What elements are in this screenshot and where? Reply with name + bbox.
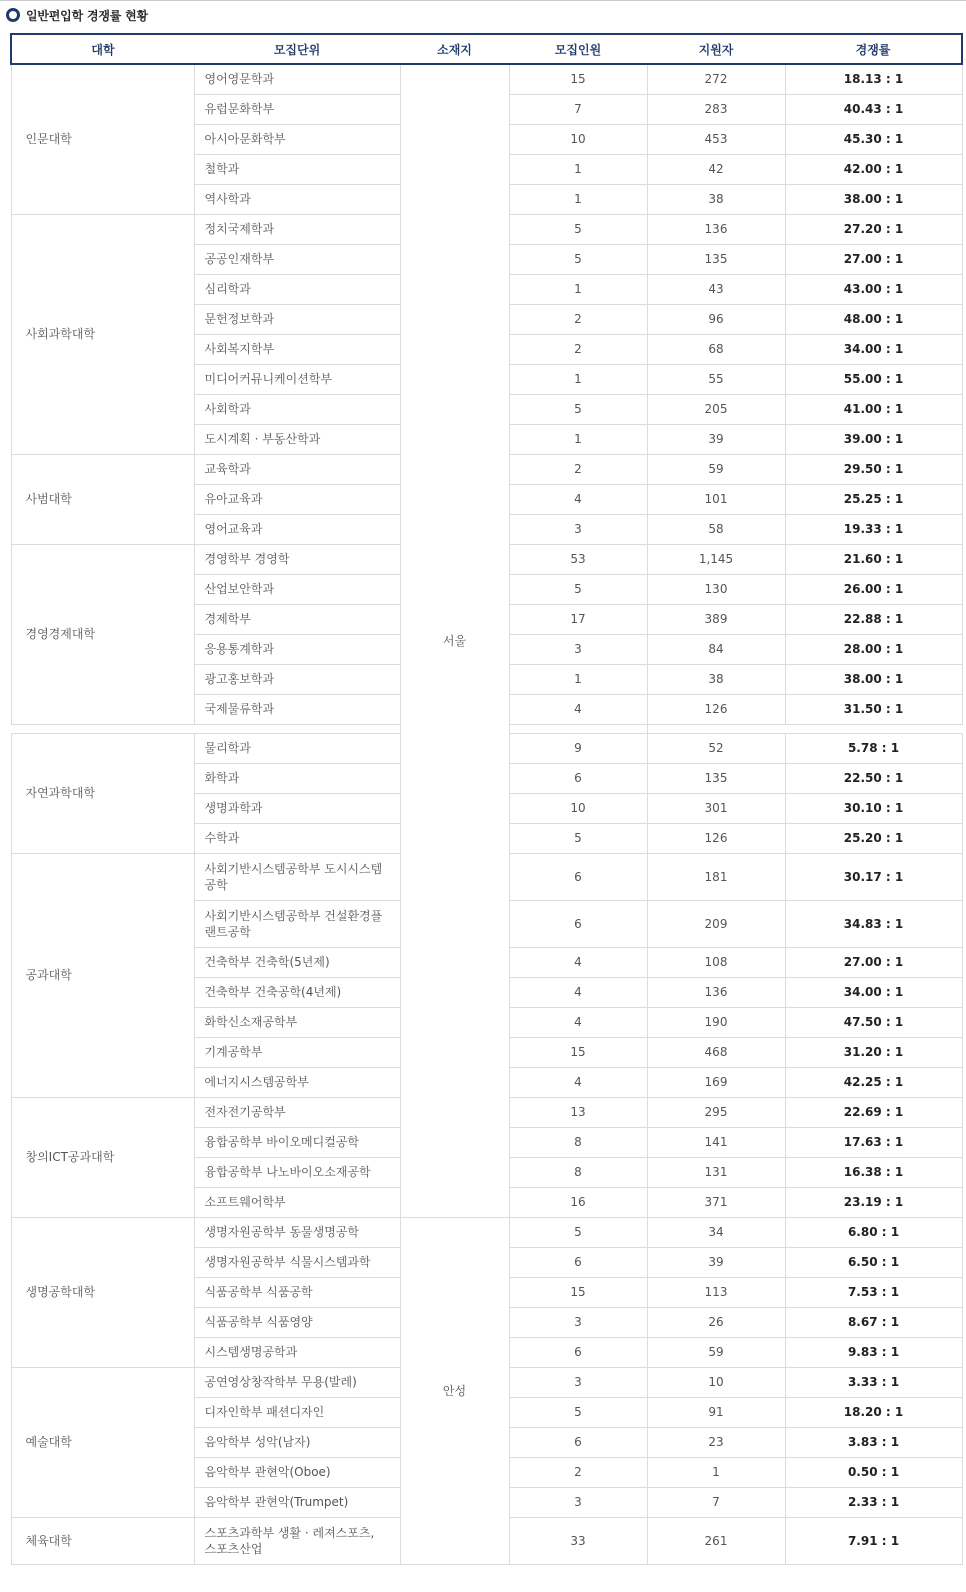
department-cell: 도시계획 · 부동산학과 [194, 424, 400, 454]
rate-cell: 30.17 : 1 [785, 853, 962, 900]
rate-cell: 8.67 : 1 [785, 1307, 962, 1337]
department-cell: 건축학부 건축공학(4년제) [194, 977, 400, 1007]
quota-cell: 6 [509, 1247, 647, 1277]
quota-cell: 13 [509, 1097, 647, 1127]
spacer-cell [11, 724, 400, 733]
quota-cell: 4 [509, 694, 647, 724]
department-cell: 화학신소재공학부 [194, 1007, 400, 1037]
applicants-cell: 26 [647, 1307, 785, 1337]
department-cell: 음악학부 관현악(Oboe) [194, 1457, 400, 1487]
rate-cell: 26.00 : 1 [785, 574, 962, 604]
college-cell: 생명공학대학 [11, 1217, 194, 1367]
department-cell: 화학과 [194, 763, 400, 793]
department-cell: 소프트웨어학부 [194, 1187, 400, 1217]
rate-cell: 27.20 : 1 [785, 214, 962, 244]
rate-cell: 38.00 : 1 [785, 664, 962, 694]
applicants-cell: 301 [647, 793, 785, 823]
rate-cell: 6.50 : 1 [785, 1247, 962, 1277]
department-cell: 유아교육과 [194, 484, 400, 514]
quota-cell: 10 [509, 124, 647, 154]
applicants-cell: 283 [647, 94, 785, 124]
department-cell: 전자전기공학부 [194, 1097, 400, 1127]
applicants-cell: 68 [647, 334, 785, 364]
table-header-row [11, 34, 962, 64]
department-cell: 음악학부 성악(남자) [194, 1427, 400, 1457]
department-cell: 영어영문학과 [194, 64, 400, 94]
applicants-cell: 135 [647, 763, 785, 793]
quota-cell: 4 [509, 1007, 647, 1037]
rate-cell: 0.50 : 1 [785, 1457, 962, 1487]
applicants-cell: 58 [647, 514, 785, 544]
department-cell: 경영학부 경영학 [194, 544, 400, 574]
rate-cell: 39.00 : 1 [785, 424, 962, 454]
rate-cell: 22.88 : 1 [785, 604, 962, 634]
quota-cell: 5 [509, 574, 647, 604]
applicants-cell: 39 [647, 1247, 785, 1277]
department-cell: 유럽문화학부 [194, 94, 400, 124]
rate-cell: 42.25 : 1 [785, 1067, 962, 1097]
header-quota: 모집인원 [509, 34, 647, 64]
department-cell: 디자인학부 패션디자인 [194, 1397, 400, 1427]
rate-cell: 27.00 : 1 [785, 244, 962, 274]
department-cell: 기계공학부 [194, 1037, 400, 1067]
department-cell: 사회기반시스템공학부 도시시스템공학 [194, 853, 400, 900]
applicants-cell: 10 [647, 1367, 785, 1397]
applicants-cell: 135 [647, 244, 785, 274]
section-title [6, 6, 148, 24]
department-cell: 수학과 [194, 823, 400, 853]
rate-cell: 27.00 : 1 [785, 947, 962, 977]
rate-cell: 22.50 : 1 [785, 763, 962, 793]
rate-cell: 25.25 : 1 [785, 484, 962, 514]
college-cell: 사회과학대학 [11, 214, 194, 454]
applicants-cell: 181 [647, 853, 785, 900]
department-cell: 생명과학과 [194, 793, 400, 823]
quota-cell: 53 [509, 544, 647, 574]
department-cell: 교육학과 [194, 454, 400, 484]
applicants-cell: 131 [647, 1157, 785, 1187]
applicants-cell: 453 [647, 124, 785, 154]
rate-cell: 21.60 : 1 [785, 544, 962, 574]
quota-cell: 2 [509, 1457, 647, 1487]
quota-cell: 6 [509, 900, 647, 947]
rate-cell: 34.83 : 1 [785, 900, 962, 947]
rate-cell: 7.53 : 1 [785, 1277, 962, 1307]
rate-cell: 28.00 : 1 [785, 634, 962, 664]
college-cell: 사범대학 [11, 454, 194, 544]
department-cell: 아시아문화학부 [194, 124, 400, 154]
applicants-cell: 1 [647, 1457, 785, 1487]
department-cell: 공연영상창작학부 무용(발레) [194, 1367, 400, 1397]
table-row [11, 1217, 962, 1247]
rate-cell: 5.78 : 1 [785, 733, 962, 763]
circle-bullet-icon [6, 8, 20, 22]
applicants-cell: 39 [647, 424, 785, 454]
quota-cell: 33 [509, 1517, 647, 1564]
quota-cell: 6 [509, 853, 647, 900]
rate-cell: 29.50 : 1 [785, 454, 962, 484]
quota-cell: 3 [509, 514, 647, 544]
applicants-cell: 23 [647, 1427, 785, 1457]
spacer-cell [647, 724, 962, 733]
rate-cell: 18.13 : 1 [785, 64, 962, 94]
rate-cell: 43.00 : 1 [785, 274, 962, 304]
quota-cell: 5 [509, 1217, 647, 1247]
department-cell: 물리학과 [194, 733, 400, 763]
department-cell: 시스템생명공학과 [194, 1337, 400, 1367]
quota-cell: 5 [509, 823, 647, 853]
applicants-cell: 84 [647, 634, 785, 664]
top-divider [0, 0, 966, 1]
quota-cell: 15 [509, 64, 647, 94]
department-cell: 철학과 [194, 154, 400, 184]
applicants-cell: 141 [647, 1127, 785, 1157]
college-cell: 창의ICT공과대학 [11, 1097, 194, 1217]
applicants-cell: 389 [647, 604, 785, 634]
applicants-cell: 1,145 [647, 544, 785, 574]
applicants-cell: 59 [647, 1337, 785, 1367]
quota-cell: 2 [509, 454, 647, 484]
rate-cell: 34.00 : 1 [785, 977, 962, 1007]
quota-cell: 8 [509, 1127, 647, 1157]
applicants-cell: 55 [647, 364, 785, 394]
department-cell: 역사학과 [194, 184, 400, 214]
rate-cell: 34.00 : 1 [785, 334, 962, 364]
department-cell: 문헌정보학과 [194, 304, 400, 334]
applicants-cell: 371 [647, 1187, 785, 1217]
rate-cell: 6.80 : 1 [785, 1217, 962, 1247]
applicants-cell: 272 [647, 64, 785, 94]
quota-cell: 1 [509, 424, 647, 454]
quota-cell: 6 [509, 763, 647, 793]
rate-cell: 9.83 : 1 [785, 1337, 962, 1367]
department-cell: 미디어커뮤니케이션학부 [194, 364, 400, 394]
header-applicants: 지원자 [647, 34, 785, 64]
spacer-cell [509, 724, 647, 733]
applicants-cell: 101 [647, 484, 785, 514]
rate-cell: 3.33 : 1 [785, 1367, 962, 1397]
rate-cell: 22.69 : 1 [785, 1097, 962, 1127]
quota-cell: 1 [509, 364, 647, 394]
quota-cell: 4 [509, 947, 647, 977]
rate-cell: 18.20 : 1 [785, 1397, 962, 1427]
applicants-cell: 38 [647, 184, 785, 214]
location-cell: 서울 [400, 64, 509, 1217]
quota-cell: 2 [509, 304, 647, 334]
quota-cell: 8 [509, 1157, 647, 1187]
rate-cell: 31.50 : 1 [785, 694, 962, 724]
department-cell: 건축학부 건축학(5년제) [194, 947, 400, 977]
college-cell: 공과대학 [11, 853, 194, 1097]
applicants-cell: 130 [647, 574, 785, 604]
rate-cell: 3.83 : 1 [785, 1427, 962, 1457]
quota-cell: 7 [509, 94, 647, 124]
applicants-cell: 295 [647, 1097, 785, 1127]
applicants-cell: 468 [647, 1037, 785, 1067]
applicants-cell: 34 [647, 1217, 785, 1247]
table-row [11, 64, 962, 94]
rate-cell: 40.43 : 1 [785, 94, 962, 124]
department-cell: 식품공학부 식품공학 [194, 1277, 400, 1307]
applicants-cell: 136 [647, 214, 785, 244]
applicants-cell: 52 [647, 733, 785, 763]
department-cell: 사회기반시스템공학부 건설환경플랜트공학 [194, 900, 400, 947]
department-cell: 식품공학부 식품영양 [194, 1307, 400, 1337]
location-cell: 안성 [400, 1217, 509, 1564]
department-cell: 사회복지학부 [194, 334, 400, 364]
college-cell: 경영경제대학 [11, 544, 194, 724]
competition-rate-table [10, 33, 961, 1565]
rate-cell: 45.30 : 1 [785, 124, 962, 154]
quota-cell: 3 [509, 1367, 647, 1397]
college-cell: 예술대학 [11, 1367, 194, 1517]
applicants-cell: 59 [647, 454, 785, 484]
department-cell: 음악학부 관현악(Trumpet) [194, 1487, 400, 1517]
rate-cell: 19.33 : 1 [785, 514, 962, 544]
rate-cell: 48.00 : 1 [785, 304, 962, 334]
quota-cell: 3 [509, 1487, 647, 1517]
rate-cell: 47.50 : 1 [785, 1007, 962, 1037]
applicants-cell: 209 [647, 900, 785, 947]
applicants-cell: 261 [647, 1517, 785, 1564]
applicants-cell: 7 [647, 1487, 785, 1517]
college-cell: 체육대학 [11, 1517, 194, 1564]
college-cell: 인문대학 [11, 64, 194, 214]
applicants-cell: 126 [647, 823, 785, 853]
rate-cell: 2.33 : 1 [785, 1487, 962, 1517]
department-cell: 국제물류학과 [194, 694, 400, 724]
applicants-cell: 169 [647, 1067, 785, 1097]
department-cell: 정치국제학과 [194, 214, 400, 244]
rate-cell: 16.38 : 1 [785, 1157, 962, 1187]
header-college: 대학 [11, 34, 194, 64]
quota-cell: 5 [509, 214, 647, 244]
header-location: 소재지 [400, 34, 509, 64]
department-cell: 생명자원공학부 식물시스템과학 [194, 1247, 400, 1277]
rate-cell: 17.63 : 1 [785, 1127, 962, 1157]
department-cell: 산업보안학과 [194, 574, 400, 604]
quota-cell: 1 [509, 154, 647, 184]
rate-cell: 7.91 : 1 [785, 1517, 962, 1564]
department-cell: 공공인재학부 [194, 244, 400, 274]
department-cell: 심리학과 [194, 274, 400, 304]
applicants-cell: 91 [647, 1397, 785, 1427]
quota-cell: 5 [509, 394, 647, 424]
quota-cell: 10 [509, 793, 647, 823]
quota-cell: 3 [509, 634, 647, 664]
applicants-cell: 113 [647, 1277, 785, 1307]
quota-cell: 2 [509, 334, 647, 364]
department-cell: 스포츠과학부 생활 · 레져스포츠, 스포츠산업 [194, 1517, 400, 1564]
department-cell: 사회학과 [194, 394, 400, 424]
quota-cell: 1 [509, 274, 647, 304]
applicants-cell: 96 [647, 304, 785, 334]
applicants-cell: 42 [647, 154, 785, 184]
quota-cell: 16 [509, 1187, 647, 1217]
quota-cell: 5 [509, 244, 647, 274]
rate-cell: 41.00 : 1 [785, 394, 962, 424]
quota-cell: 3 [509, 1307, 647, 1337]
quota-cell: 6 [509, 1337, 647, 1367]
department-cell: 에너지시스템공학부 [194, 1067, 400, 1097]
department-cell: 경제학부 [194, 604, 400, 634]
department-cell: 응용통계학과 [194, 634, 400, 664]
college-cell: 자연과학대학 [11, 733, 194, 853]
page-title: 일반편입학 경쟁률 현황 [26, 8, 148, 23]
rate-cell: 55.00 : 1 [785, 364, 962, 394]
department-cell: 생명자원공학부 동물생명공학 [194, 1217, 400, 1247]
department-cell: 영어교육과 [194, 514, 400, 544]
rate-cell: 42.00 : 1 [785, 154, 962, 184]
quota-cell: 9 [509, 733, 647, 763]
quota-cell: 1 [509, 184, 647, 214]
department-cell: 융합공학부 바이오메디컬공학 [194, 1127, 400, 1157]
applicants-cell: 136 [647, 977, 785, 1007]
rate-cell: 25.20 : 1 [785, 823, 962, 853]
department-cell: 광고홍보학과 [194, 664, 400, 694]
rate-cell: 23.19 : 1 [785, 1187, 962, 1217]
quota-cell: 4 [509, 1067, 647, 1097]
quota-cell: 4 [509, 484, 647, 514]
rate-cell: 31.20 : 1 [785, 1037, 962, 1067]
table-body [11, 64, 962, 1564]
rate-cell: 38.00 : 1 [785, 184, 962, 214]
quota-cell: 17 [509, 604, 647, 634]
header-department: 모집단위 [194, 34, 400, 64]
header-rate: 경쟁률 [785, 34, 962, 64]
quota-cell: 4 [509, 977, 647, 1007]
rate-cell: 30.10 : 1 [785, 793, 962, 823]
quota-cell: 15 [509, 1277, 647, 1307]
applicants-cell: 108 [647, 947, 785, 977]
quota-cell: 6 [509, 1427, 647, 1457]
applicants-cell: 38 [647, 664, 785, 694]
applicants-cell: 205 [647, 394, 785, 424]
applicants-cell: 126 [647, 694, 785, 724]
quota-cell: 15 [509, 1037, 647, 1067]
quota-cell: 5 [509, 1397, 647, 1427]
applicants-cell: 190 [647, 1007, 785, 1037]
applicants-cell: 43 [647, 274, 785, 304]
department-cell: 융합공학부 나노바이오소재공학 [194, 1157, 400, 1187]
quota-cell: 1 [509, 664, 647, 694]
